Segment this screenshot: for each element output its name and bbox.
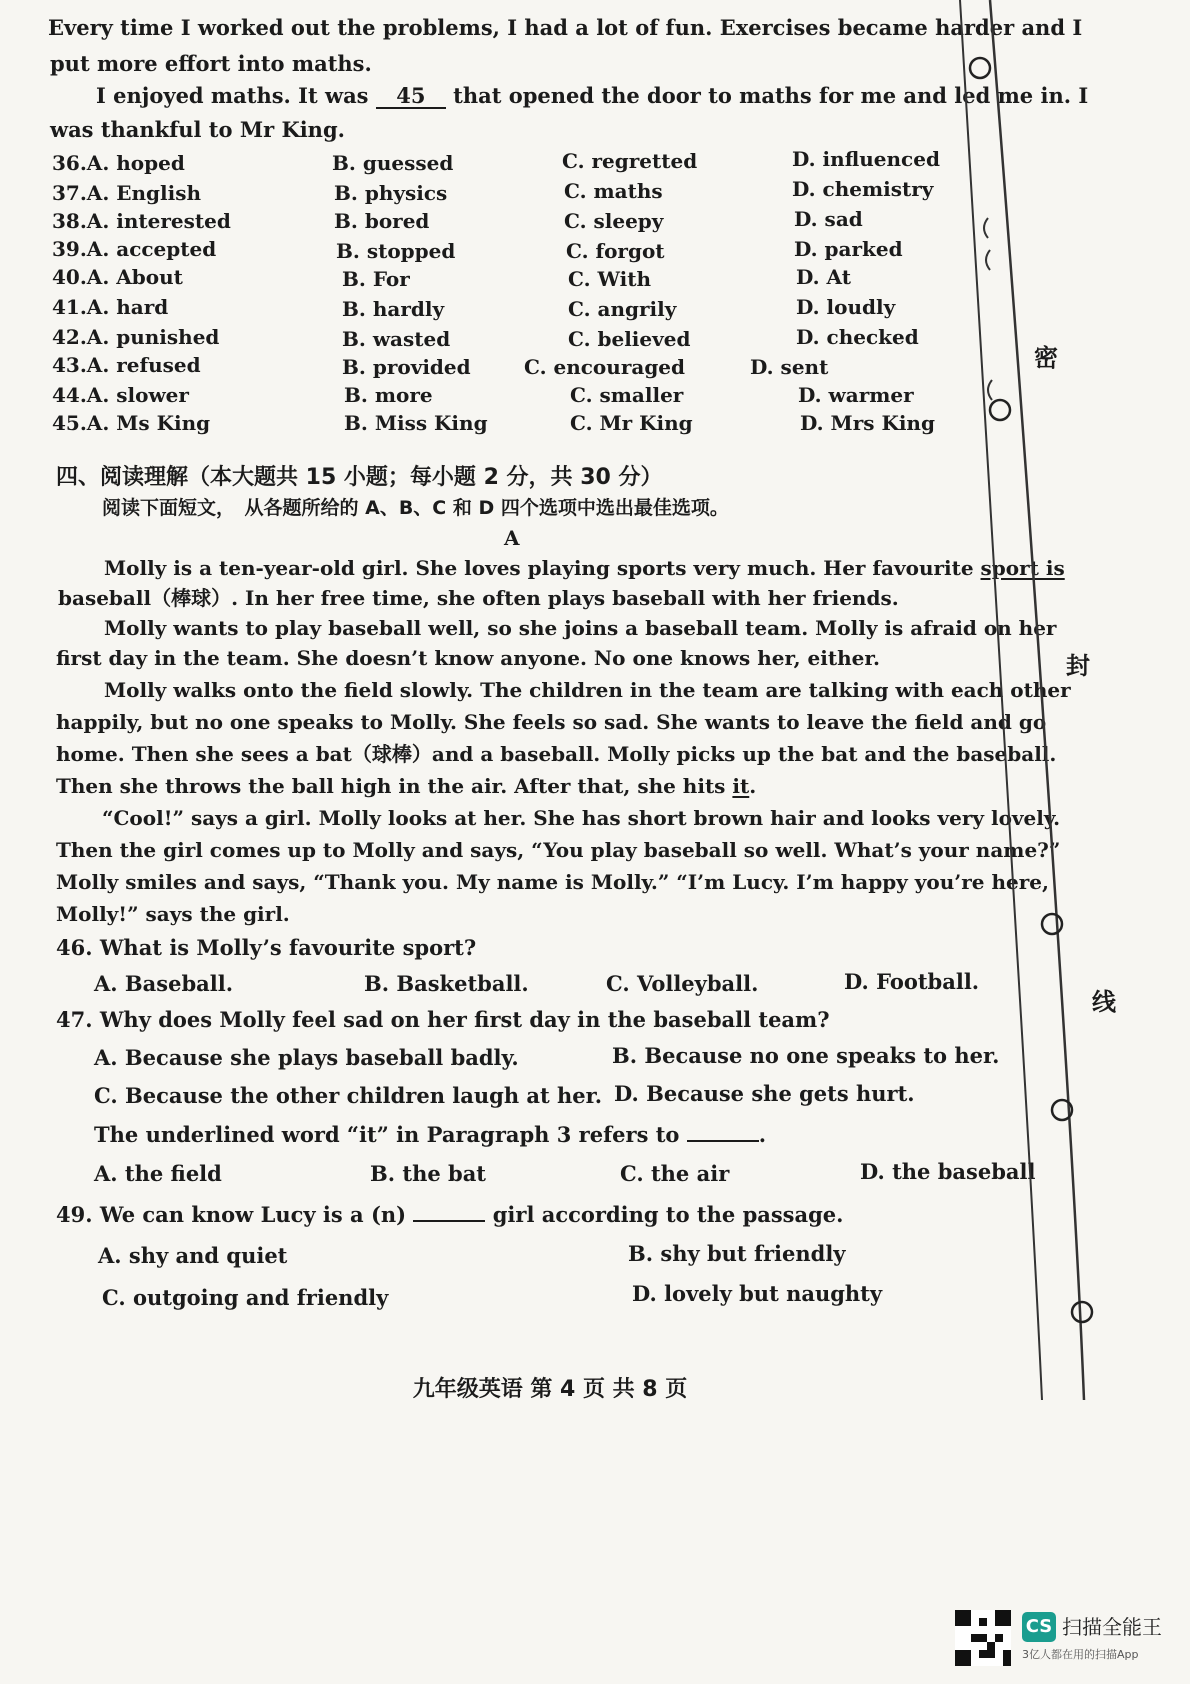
binding-char: 封 (1066, 652, 1090, 680)
option-c: C. sleepy (564, 209, 664, 233)
exam-page: Every time I worked out the problems, I had a lot of fun. Exercises became harder and I put more effort into maths. I enjoyed maths. It was 45 that opened the door to maths for me and led me in. I was thankful to Mr King. 36.A. hoped B. guessed C. regretted D. influenced 37.A. English B. physics C. maths D. chemistry 38.A. interested B. bored C. sleepy D. sad 39.A. accepted B. stopped C. forgot D. parked 40.A. About B. For C. With D. At 41.A. hard B. hardly C. angrily D. loudly 42.A. punished B. wasted C. believed D. checked 43.A. refused B. provided C. encouraged D. sent 44.A. slower B. more C. smaller D. warmer 45.A. Ms King B. Miss King C. Mr King D. Mrs King 四、阅读理解（本大题共 15 小题；每小题 2 分，共 30 分） 阅读下面短文， 从各题所给的 A、B、C 和 D 四个选项中选出最佳选项。 A Molly is a ten-year-old girl. She loves playing sports very much. Her favourite sport is baseball（棒球）. In her free time, she often plays baseball with her friends. Molly wants to play baseball well, so she joins a baseball team. Molly is afraid on her first day in the team. She doesn’t know anyone. No one knows her, either. Molly walks onto the field slowly. The children in the team are talking with each other happily, but no one speaks to Molly. She feels so sad. She wants to leave the field and go home. Then she sees a bat（球棒）and a baseball. Molly picks up the bat and the baseball. Then she throws the ball high in the air. After that, she hits it. “Cool!” says a girl. Molly looks at her. She has short brown hair and looks very lovely. Then the girl comes up to Molly and says, “You play baseball so well. What’s your name?” Molly smiles and says, “Thank you. My name is Molly.” “I’m Lucy. I’m happy you’re here, Molly!” says the girl. 46. What is Molly’s favourite sport? A. Baseball. B. Basketball. C. Volleyball. D. Football. 47. Why does Molly feel sad on her first day in the baseball team? A. Because she plays baseball badly. B. Because no one speaks to her. C. Because the other children laugh at her. D. Because she gets hurt. The underlined word “it” in Paragraph 3 refers to . A. the field B. the bat C. the air D. the baseball 49. We can know Lucy is a (n) girl according to the passage. A. shy and quiet B. shy but friendly C. outgoing and friendly D. lovely but naughty 九年级英语 第 4 页 共 8 页 密 封 线 CS 扫描全能王 3亿人都在用的扫描App (0, 0, 1190, 1684)
page-footer: 九年级英语 第 4 页 共 8 页 (412, 1377, 688, 1402)
option-row-38: 38.A. interested (52, 209, 231, 233)
binding-line (960, 0, 1042, 1400)
option-b: B. provided (342, 355, 471, 379)
option-row-39: 39.A. accepted (52, 237, 217, 261)
option-d: D. chemistry (792, 177, 934, 201)
passage-line: happily, but no one speaks to Molly. She feels so sad. She wants to leave the field and go (56, 710, 1047, 734)
section-instruction: 阅读下面短文， 从各题所给的 A、B、C 和 D 四个选项中选出最佳选项。 (102, 497, 729, 519)
option-d: D. parked (794, 237, 903, 261)
underlined-it: it (732, 774, 750, 798)
answer-blank (413, 1200, 485, 1222)
option-d: D. sent (750, 355, 829, 379)
passage-line: Every time I worked out the problems, I had a lot of fun. Exercises became harder and I (48, 15, 1083, 40)
option-c: C. angrily (568, 297, 677, 321)
binding-hole-icon (1072, 1302, 1092, 1322)
option-d: D. checked (796, 325, 919, 349)
option-d: D. lovely but naughty (632, 1281, 883, 1306)
option-b: B. hardly (342, 297, 445, 321)
binding-hole-icon (990, 400, 1010, 420)
answer-blank (687, 1120, 759, 1142)
option-c: C. With (568, 267, 651, 291)
option-c: C. forgot (566, 239, 665, 263)
passage-line: home. Then she sees a bat（球棒）and a baseball. Molly picks up the bat and the baseball. (56, 742, 1057, 766)
option-d: D. sad (794, 207, 863, 231)
option-b: B. the bat (370, 1161, 487, 1186)
option-c: C. Because the other children laugh at her. (94, 1083, 603, 1108)
option-d: D. the baseball (860, 1159, 1036, 1184)
option-d: D. Mrs King (800, 411, 935, 435)
passage-line: baseball（棒球）. In her free time, she often plays baseball with her friends. (58, 586, 899, 610)
binding-mark-icon (986, 250, 990, 270)
option-c: C. believed (568, 327, 691, 351)
passage-line: Molly wants to play baseball well, so she joins a baseball team. Molly is afraid on her (104, 616, 1057, 640)
scanner-logo-icon: CS (1022, 1612, 1056, 1642)
binding-char: 线 (1092, 988, 1116, 1016)
scanner-app-tagline: 3亿人都在用的扫描App (1022, 1648, 1139, 1661)
binding-hole-icon (1042, 914, 1062, 934)
option-row-43: 43.A. refused (52, 353, 201, 377)
option-row-44: 44.A. slower (52, 383, 189, 407)
option-a: A. shy and quiet (98, 1243, 288, 1268)
option-c: C. regretted (562, 149, 698, 173)
option-b: B. Miss King (344, 411, 488, 435)
option-d: D. Because she gets hurt. (614, 1081, 915, 1106)
binding-line (990, 0, 1084, 1400)
option-row-37: 37.A. English (52, 181, 202, 205)
option-a: A. Baseball. (94, 971, 234, 996)
option-b: B. bored (334, 209, 430, 233)
passage-line: was thankful to Mr King. (50, 117, 345, 142)
option-row-45: 45.A. Ms King (52, 411, 211, 435)
passage-line: first day in the team. She doesn’t know anyone. No one knows her, either. (56, 646, 880, 670)
option-b: B. Basketball. (364, 971, 529, 996)
option-c: C. Volleyball. (606, 971, 759, 996)
scanner-app-name: 扫描全能王 (1062, 1615, 1162, 1639)
option-a: A. Because she plays baseball badly. (94, 1045, 519, 1070)
option-b: B. guessed (332, 151, 454, 175)
option-d: D. loudly (796, 295, 896, 319)
option-b: B. physics (334, 181, 448, 205)
option-b: B. Because no one speaks to her. (612, 1043, 1000, 1068)
passage-line: put more effort into maths. (50, 51, 372, 76)
option-c: C. outgoing and friendly (102, 1285, 389, 1310)
binding-char: 密 (1034, 344, 1058, 372)
option-d: D. At (796, 265, 851, 289)
passage-line: Molly smiles and says, “Thank you. My name is Molly.” “I’m Lucy. I’m happy you’re here, (56, 870, 1049, 894)
passage-line: Molly walks onto the field slowly. The children in the team are talking with each other (104, 678, 1071, 702)
passage-line: Then the girl comes up to Molly and says, “You play baseball so well. What’s your name?” (56, 838, 1061, 862)
binding-mark-icon (988, 380, 992, 400)
option-b: B. shy but friendly (628, 1241, 846, 1266)
option-c: C. the air (620, 1161, 730, 1186)
option-row-40: 40.A. About (52, 265, 183, 289)
qr-code-icon (955, 1610, 1011, 1666)
option-b: B. wasted (342, 327, 451, 351)
option-d: D. warmer (798, 383, 914, 407)
passage-line-with-blank: I enjoyed maths. It was 45 that opened the door to maths for me and led me in. I (96, 83, 1089, 108)
option-b: B. For (342, 267, 410, 291)
passage-line: Molly!” says the girl. (56, 902, 290, 926)
underlined-text: sport is (980, 556, 1065, 580)
option-c: C. Mr King (570, 411, 693, 435)
option-c: C. smaller (570, 383, 684, 407)
passage-label: A (504, 526, 520, 550)
option-c: C. encouraged (524, 355, 686, 379)
blank-45: 45 (376, 85, 446, 109)
option-row-42: 42.A. punished (52, 325, 220, 349)
option-a: A. the field (94, 1161, 222, 1186)
option-row-36: 36.A. hoped (52, 151, 185, 175)
binding-hole-icon (970, 58, 990, 78)
binding-mark-icon (984, 218, 988, 238)
option-b: B. stopped (336, 239, 456, 263)
option-row-41: 41.A. hard (52, 295, 169, 319)
option-b: B. more (344, 383, 433, 407)
option-d: D. influenced (792, 147, 940, 171)
option-d: D. Football. (844, 969, 980, 994)
binding-margin (950, 0, 1150, 1420)
section-heading: 四、阅读理解（本大题共 15 小题；每小题 2 分，共 30 分） (56, 465, 663, 490)
passage-line: “Cool!” says a girl. Molly looks at her. She has short brown hair and looks very lovely. (102, 806, 1061, 830)
option-c: C. maths (564, 179, 663, 203)
